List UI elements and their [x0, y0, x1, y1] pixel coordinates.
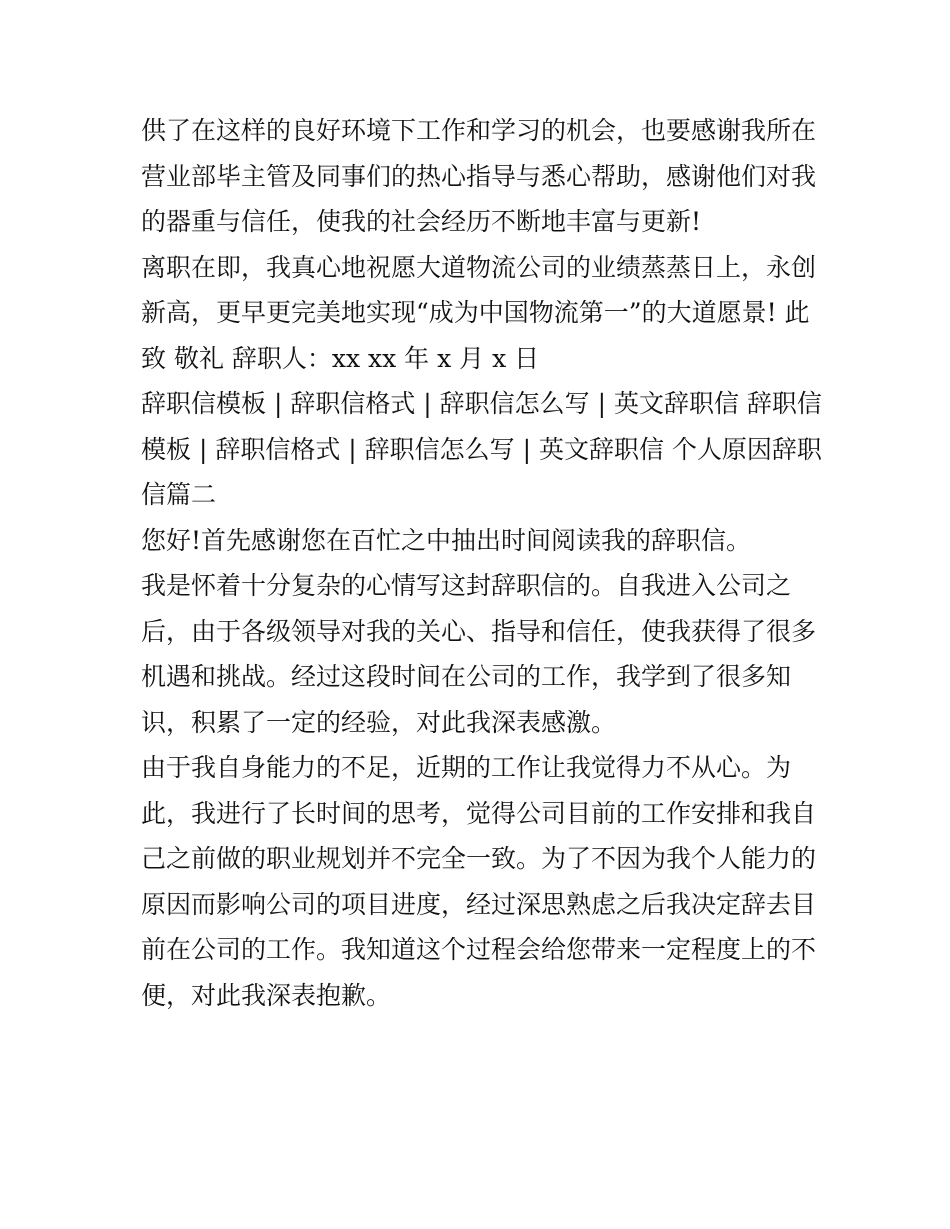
text-line: 原因而影响公司的项目进度，经过深思熟虑之后我决定辞去目	[141, 889, 817, 919]
related-links-line: 模板 | 辞职信格式 | 辞职信怎么写 | 英文辞职信 个人原因辞职	[141, 434, 822, 464]
text-line: 前在公司的工作。我知道这个过程会给您带来一定程度上的不	[141, 935, 817, 964]
text-line: 己之前做的职业规划并不完全一致。为了不因为我个人能力的	[141, 844, 817, 873]
text-line: 后，由于各级领导对我的关心、指导和信任，使我获得了很多	[141, 616, 817, 646]
text-line: 此，我进行了长时间的思考，觉得公司目前的工作安排和我自	[141, 798, 817, 828]
text-line: 我是怀着十分复杂的心情写这封辞职信的。自我进入公司之	[141, 571, 792, 600]
text-line: 的器重与信任，使我的社会经历不断地丰富与更新!	[141, 207, 702, 236]
text-line: 由于我自身能力的不足，近期的工作让我觉得力不从心。为	[141, 753, 792, 782]
section-title-line: 信篇二	[141, 480, 217, 509]
text-line: 营业部毕主管及同事们的热心指导与悉心帮助，感谢他们对我	[141, 161, 817, 191]
signature-line: 致 敬礼 辞职人：xx xx 年 x 月 x 日	[141, 343, 540, 373]
text-line: 识，积累了一定的经验，对此我深表感激。	[141, 707, 617, 737]
text-line: 机遇和挑战。经过这段时间在公司的工作，我学到了很多知	[141, 662, 792, 691]
text-line: 新高，更早更完美地实现“成为中国物流第一”的大道愿景! 此	[141, 298, 810, 327]
document-body	[141, 108, 821, 1018]
text-line: 您好!首先感谢您在百忙之中抽出时间阅读我的辞职信。	[141, 525, 752, 555]
text-line: 离职在即，我真心地祝愿大道物流公司的业绩蒸蒸日上，永创	[141, 252, 817, 282]
text-line: 便，对此我深表抱歉。	[141, 980, 392, 1010]
text-line: 供了在这样的良好环境下工作和学习的机会，也要感谢我所在	[141, 116, 817, 145]
related-links-line: 辞职信模板 | 辞职信格式 | 辞职信怎么写 | 英文辞职信 辞职信	[141, 389, 822, 418]
